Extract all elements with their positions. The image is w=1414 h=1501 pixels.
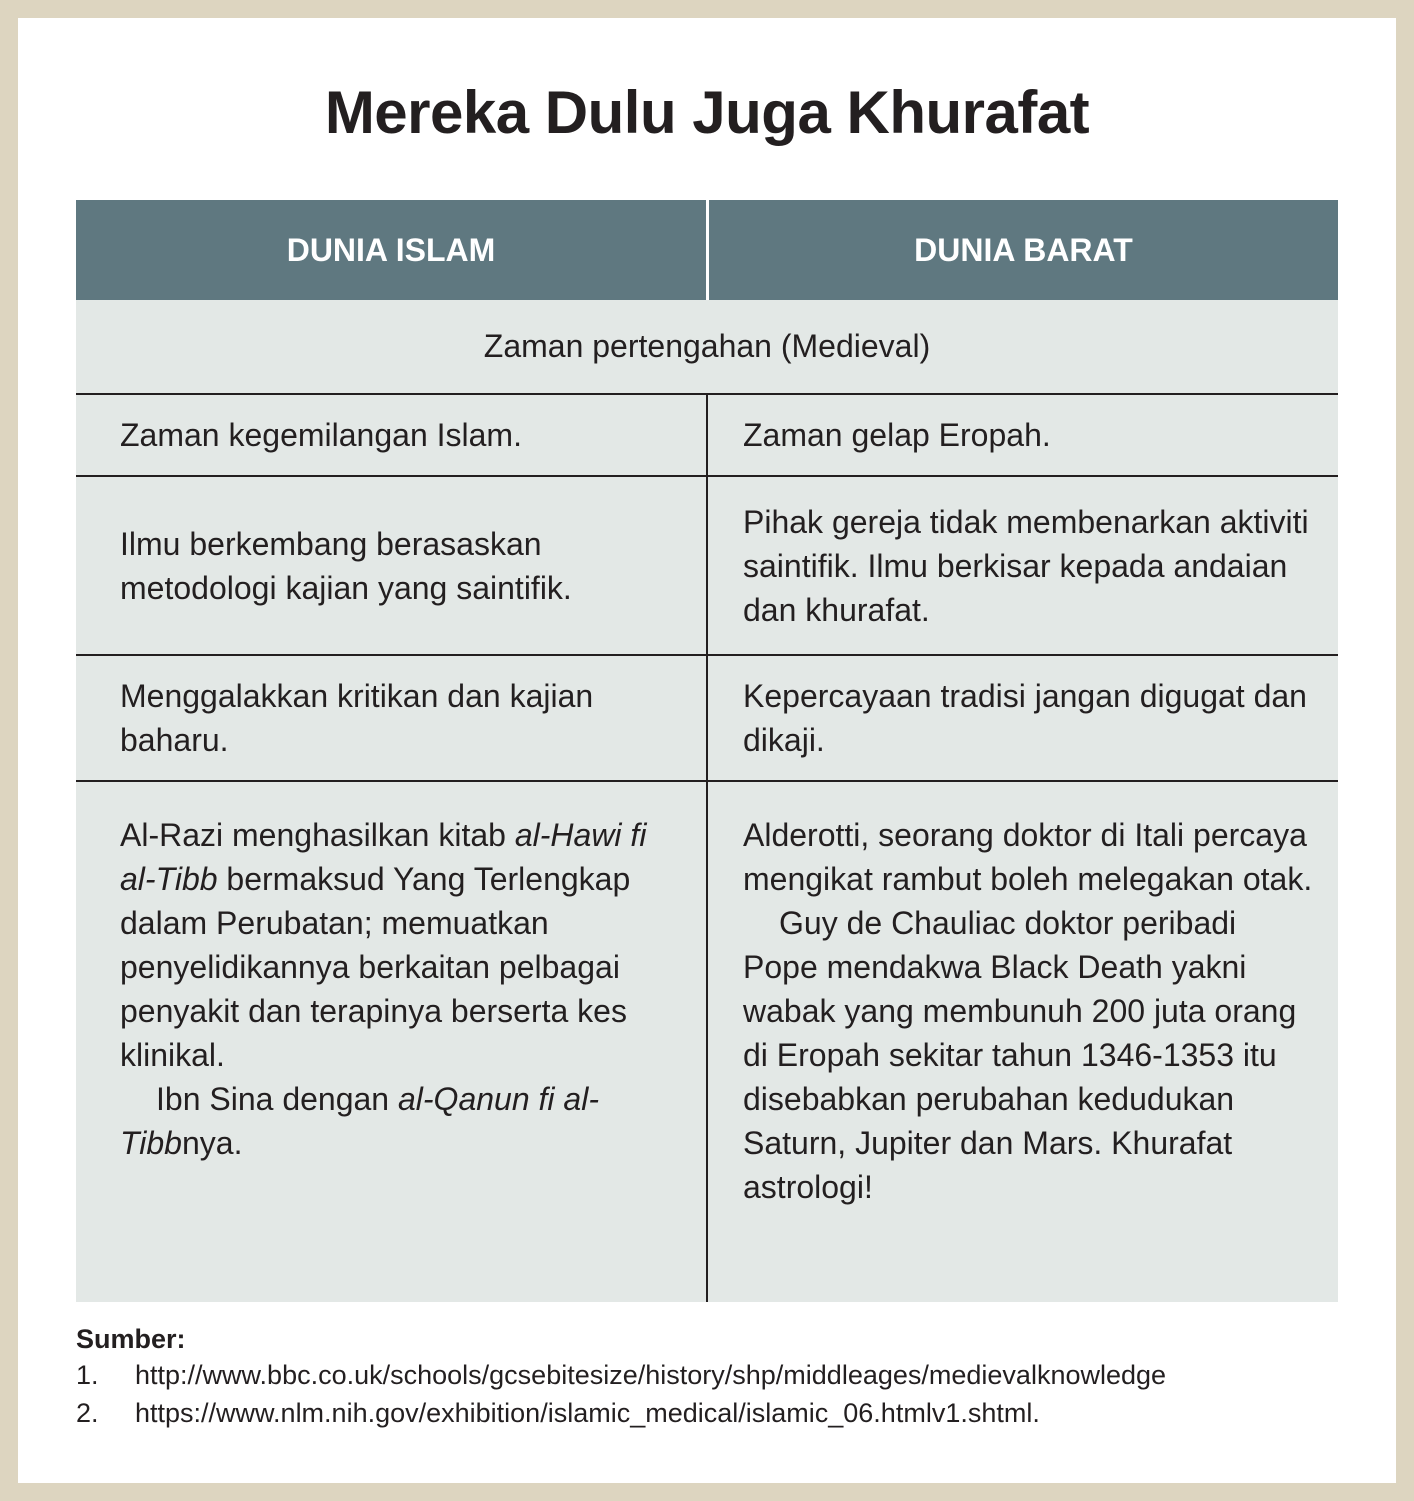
paragraph-guy-de-chauliac: Guy de Chauliac doktor peribadi Pope mendakwa Black Death yakni wabak yang membunuh 200 juta orang di Eropah sekitar tahun 1346-1353 itu disebabkan perubahan kedudukan Saturn, Jupiter dan Mars. Khurafat astrologi! [743, 905, 1297, 1205]
cell-barat: Zaman gelap Eropah. [743, 417, 1051, 453]
sources-label: Sumber: [76, 1324, 186, 1354]
cell-islam: Zaman kegemilangan Islam. [76, 395, 708, 475]
source-link[interactable]: https://www.nlm.nih.gov/exhibition/islamic_medical/islamic_06.htmlv1.shtml. [135, 1398, 1040, 1428]
table-row [76, 656, 1338, 782]
cell-islam: Menggalakkan kritikan dan kajian baharu. [76, 656, 708, 780]
text-segment: bermaksud Yang Terlengkap dalam Perubatan; memuatkan penyelidikannya berkaitan pelbagai penyakit dan terapinya berserta kes klinikal. [120, 861, 631, 1073]
cell-barat [708, 782, 1338, 1302]
paragraph-ibn-sina [120, 1077, 686, 1165]
book-title-al-hawi: al-Hawi fi al-Tibb [120, 817, 647, 897]
comparison-table [76, 200, 1338, 1302]
cell-barat: Pihak gereja tidak membenarkan aktiviti saintifik. Ilmu berkisar kepada andaian dan khurafat. [743, 503, 1309, 628]
page-title: Mereka Dulu Juga Khurafat [324, 79, 1090, 146]
table-row [76, 395, 1338, 477]
book-title-al-qanun: al-Qanun fi al-Tibb [120, 1081, 599, 1161]
period-row: Zaman pertengahan (Medieval) [76, 300, 1338, 395]
text-segment: nya. [181, 1125, 243, 1161]
cell-islam [76, 782, 708, 1302]
source-number: 2. [76, 1398, 99, 1428]
header-dunia-barat: DUNIA BARAT [914, 231, 1133, 268]
source-number: 1. [76, 1360, 99, 1390]
source-item [76, 1394, 1338, 1432]
paragraph-al-razi [120, 813, 686, 1077]
table-row [76, 782, 1338, 1302]
text-segment: Ibn Sina dengan [156, 1081, 398, 1117]
table-header [76, 200, 1338, 300]
table-row [76, 477, 1338, 656]
header-dunia-islam: DUNIA ISLAM [76, 200, 709, 300]
text-segment: Al-Razi menghasilkan kitab [120, 817, 515, 853]
sources-section [76, 1322, 1338, 1432]
cell-islam: Ilmu berkembang berasaskan metodologi kajian yang saintifik. [76, 477, 708, 654]
cell-barat: Kepercayaan tradisi jangan digugat dan dikaji. [743, 678, 1307, 758]
paragraph-alderotti: Alderotti, seorang doktor di Itali percaya mengikat rambut boleh melegakan otak. [743, 817, 1313, 897]
source-item [76, 1356, 1338, 1394]
source-link[interactable]: http://www.bbc.co.uk/schools/gcsebitesize/history/shp/middleages/medievalknowledge [135, 1360, 1167, 1390]
